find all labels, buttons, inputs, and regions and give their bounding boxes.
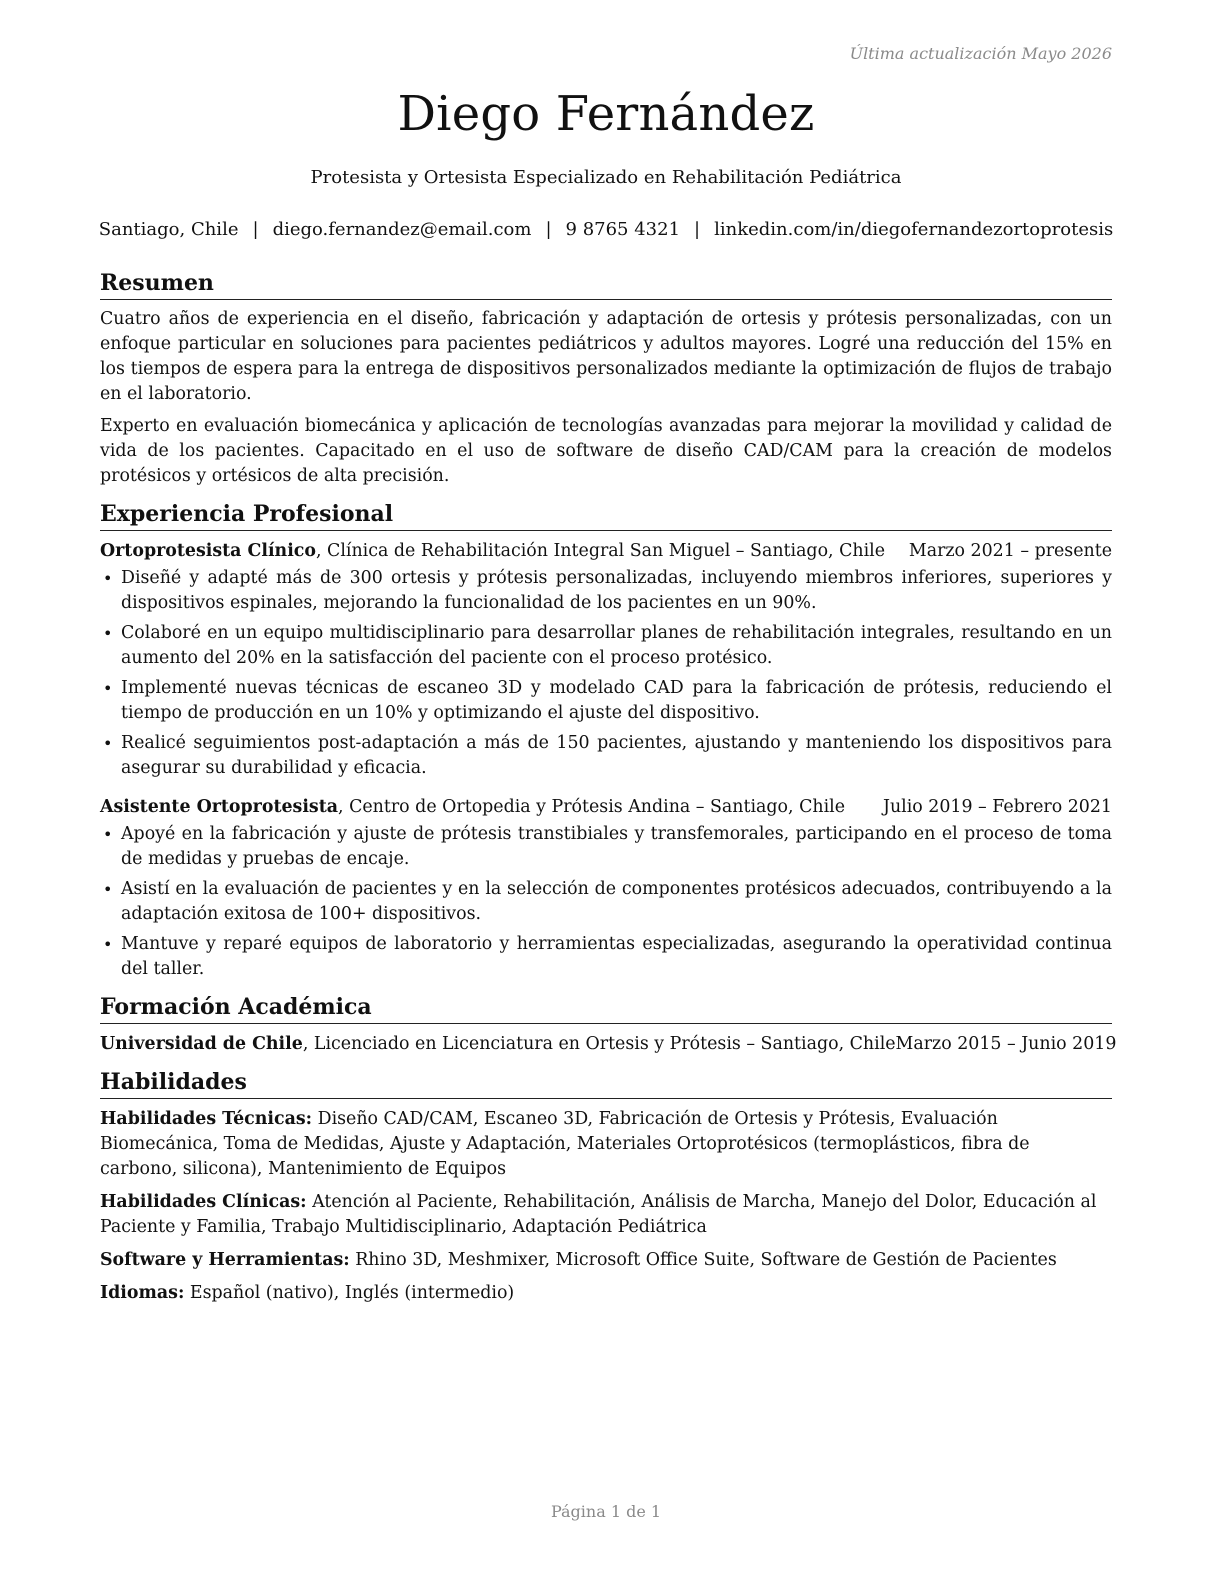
contact-separator: | [545, 219, 552, 240]
job-entry [100, 795, 1112, 982]
bullet-text: Colaboré en un equipo multidisciplinario para desarrollar planes de rehabilitación integrales, resultando en un aumento del 20% en la satisfacción del paciente con el proceso protésico. [121, 623, 1112, 668]
skill-label: Idiomas: [100, 1283, 185, 1303]
skill-text: Diseño CAD/CAM, Escaneo 3D, Fabricación de Ortesis y Prótesis, Evaluación Biomecánica, Toma de Medidas, Ajuste y Adaptación, Materiales Ortoprotésicos (termoplásticos, fibra de carbono, silicona), Mantenimiento de Equipos [100, 1109, 1030, 1179]
education-dates: Marzo 2015 – Junio 2019 [895, 1034, 1117, 1054]
education-entry [100, 1032, 1117, 1057]
candidate-name: Diego Fernández [397, 86, 815, 142]
list-item [100, 676, 1112, 726]
skill-text: Rhino 3D, Meshmixer, Microsoft Office Suite, Software de Gestión de Pacientes [349, 1250, 1057, 1270]
job-role-place [100, 795, 845, 820]
job-entry [100, 539, 1112, 781]
job-bullets [100, 566, 1112, 781]
job-dates: Julio 2019 – Febrero 2021 [882, 797, 1112, 817]
bullet-text: Implementé nuevas técnicas de escaneo 3D y modelado CAD para la fabricación de prótesis, reduciendo el tiempo de producción en un 10% y optimizando el ajuste del dispositivo. [121, 678, 1112, 723]
summary-paragraph: Cuatro años de experiencia en el diseño, fabricación y adaptación de ortesis y prótesis personalizadas, con un enfoque particular en soluciones para pacientes pediátricos y adultos mayores. Logré una reducción del 15% en los tiempos de espera para la entrega de dispositivos personalizados mediante la optimización de flujos de trabajo en el laboratorio. [100, 309, 1112, 404]
job-dates: Marzo 2021 – presente [908, 541, 1112, 561]
education-school: Universidad de Chile [100, 1034, 303, 1054]
list-item [100, 822, 1112, 872]
summary-paragraph: Experto en evaluación biomecánica y aplicación de tecnologías avanzadas para mejorar la movilidad y calidad de vida de los pacientes. Capacitado en el uso de software de diseño CAD/CAM para la creación de modelos protésicos y ortésicos de alta precisión. [100, 416, 1112, 486]
job-bullets [100, 822, 1112, 982]
section-title: Habilidades [100, 1067, 1112, 1099]
last-updated: Última actualización Mayo 2026 [849, 44, 1112, 63]
summary-section [100, 268, 1112, 489]
candidate-title: Protesista y Ortesista Especializado en Rehabilitación Pediátrica [310, 167, 902, 188]
skill-label: Habilidades Técnicas: [100, 1109, 313, 1129]
bullet-icon: • [103, 734, 113, 753]
job-role: Asistente Ortoprotesista [100, 797, 339, 817]
job-header [100, 539, 1112, 564]
skill-text: Español (nativo), Inglés (intermedio) [184, 1283, 515, 1303]
skill-group [100, 1281, 1112, 1306]
resume-content [100, 268, 1117, 1316]
job-role-place [100, 539, 885, 564]
contact-phone: 9 8765 4321 [565, 219, 681, 240]
list-item [100, 621, 1112, 671]
section-title: Formación Académica [100, 992, 1112, 1024]
list-item [100, 566, 1112, 616]
skill-label: Habilidades Clínicas: [100, 1192, 307, 1212]
skills-section [100, 1067, 1112, 1306]
resume-page [98, 0, 1117, 1584]
section-title: Experiencia Profesional [100, 499, 1112, 531]
bullet-icon: • [103, 935, 113, 954]
bullet-text: Asistí en la evaluación de pacientes y en la selección de componentes protésicos adecuados, contribuyendo a la adaptación exitosa de 100+ dispositivos. [121, 879, 1112, 924]
bullet-text: Mantuve y reparé equipos de laboratorio y herramientas especializadas, asegurando la operatividad continua del taller. [121, 934, 1112, 979]
job-place: , Centro de Ortopedia y Prótesis Andina – Santiago, Chile [338, 797, 845, 817]
list-item [100, 731, 1112, 781]
bullet-text: Diseñé y adapté más de 300 ortesis y prótesis personalizadas, incluyendo miembros inferiores, superiores y dispositivos espinales, mejorando la funcionalidad de los pacientes en un 90%. [121, 568, 1112, 613]
bullet-text: Apoyé en la fabricación y ajuste de prótesis transtibiales y transfemorales, participando en el proceso de toma de medidas y pruebas de encaje. [121, 824, 1112, 869]
contact-email[interactable]: diego.fernandez@email.com [272, 219, 532, 240]
job-place: , Clínica de Rehabilitación Integral San Miguel – Santiago, Chile [316, 541, 886, 561]
page-number: Página 1 de 1 [550, 1502, 662, 1521]
education-detail: , Licenciado en Licenciatura en Ortesis y Prótesis – Santiago, Chile [302, 1034, 896, 1054]
education-section [100, 992, 1117, 1057]
list-item [100, 877, 1112, 927]
bullet-icon: • [103, 880, 113, 899]
job-role: Ortoprotesista Clínico [100, 541, 316, 561]
skill-label: Software y Herramientas: [100, 1250, 350, 1270]
list-item [100, 932, 1112, 982]
contact-linkedin[interactable]: linkedin.com/in/diegofernandezortoprotesis [714, 219, 1114, 240]
contact-separator: | [694, 219, 701, 240]
bullet-icon: • [103, 825, 113, 844]
skill-group [100, 1190, 1112, 1240]
bullet-icon: • [103, 569, 113, 588]
job-header [100, 795, 1112, 820]
skill-group [100, 1107, 1112, 1182]
bullet-text: Realicé seguimientos post-adaptación a más de 150 pacientes, ajustando y manteniendo los dispositivos para asegurar su durabilidad y eficacia. [121, 733, 1112, 778]
section-title: Resumen [100, 268, 1112, 300]
contact-separator: | [252, 219, 259, 240]
contact-location: Santiago, Chile [98, 219, 239, 240]
skill-text: Atención al Paciente, Rehabilitación, Análisis de Marcha, Manejo del Dolor, Educación al Paciente y Familia, Trabajo Multidisciplinario, Adaptación Pediátrica [100, 1192, 1097, 1237]
bullet-icon: • [103, 624, 113, 643]
skill-group [100, 1248, 1112, 1273]
experience-section [100, 499, 1112, 982]
bullet-icon: • [103, 679, 113, 698]
education-school-detail [100, 1032, 896, 1057]
contact-line [90, 219, 1122, 240]
